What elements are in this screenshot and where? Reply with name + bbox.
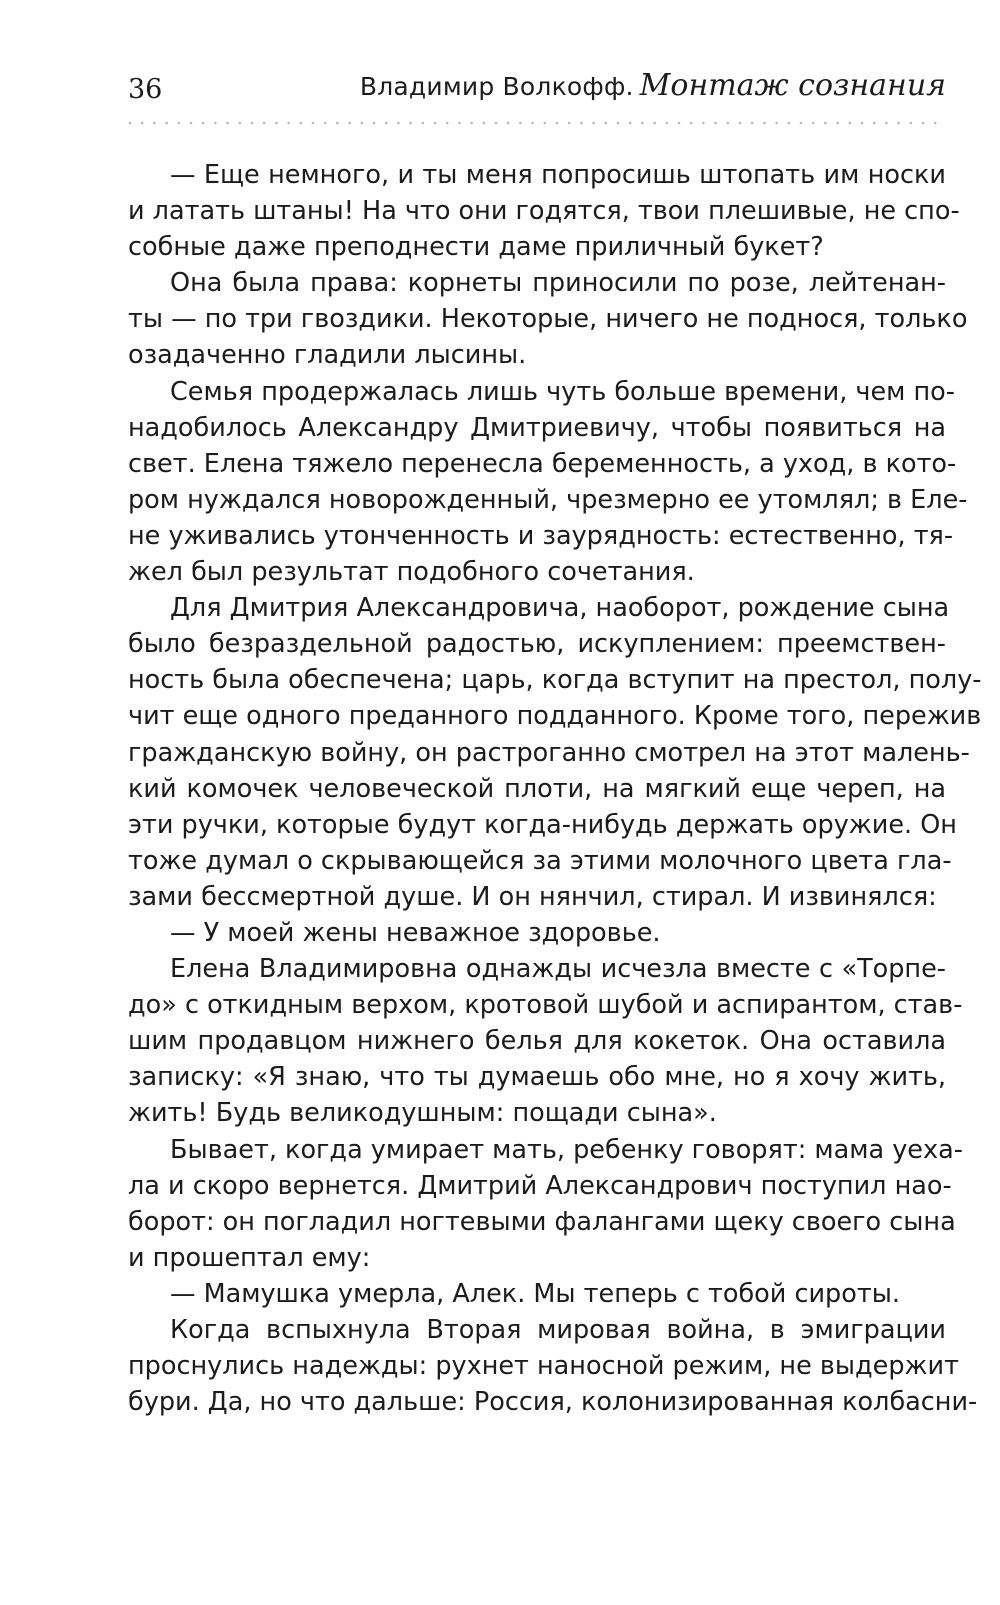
rule-dot [336,122,339,125]
text-line: не уживались утонченность и заурядность: естественно, тя- [128,520,954,551]
text-line: эти ручки, которые будут когда-нибудь держать оружие. Он [128,809,957,840]
rule-dot [153,122,156,125]
text-line: озадаченно гладили лысины. [128,340,527,371]
rule-dot [263,122,266,125]
rule-dot [324,122,327,125]
paragraph [128,951,963,1131]
rule-dot [836,122,839,125]
text-line: Семья продержалась лишь чуть больше времени, чем по- [170,376,955,407]
rule-dot [446,122,449,125]
rule-dot [897,122,900,125]
rule-dot [202,122,205,125]
paragraph [128,1132,963,1276]
rule-dot [483,122,486,125]
text-line: собные даже преподнести даме приличный букет? [128,232,824,263]
rule-dot [129,122,132,125]
rule-dot [531,122,534,125]
rule-dot [641,122,644,125]
text-line: и прошептал ему: [128,1242,371,1273]
rule-dot [751,122,754,125]
rule-dot [775,122,778,125]
text-line: до» с откидным верхом, кротовой шубой и аспирантом, став- [128,990,963,1021]
paragraph [128,265,968,373]
rule-dot [544,122,547,125]
rule-dot [727,122,730,125]
rule-dot [934,122,937,125]
author-name: Владимир Волкофф. [359,72,634,101]
rule-dot [239,122,242,125]
text-line: — Мамушка умерла, Алек. Мы теперь с тобой сироты. [170,1278,900,1309]
rule-dot [470,122,473,125]
rule-dot [849,122,852,125]
text-line: — У моей жены неважное здоровье. [170,917,661,948]
rule-dot [812,122,815,125]
rule-dot [312,122,315,125]
text-line: свет. Елена тяжело перенесла беременность, а уход, в кото- [128,448,957,479]
rule-dot [910,122,913,125]
rule-dot [653,122,656,125]
text-line: ла и скоро вернется. Дмитрий Александрович поступил нао- [128,1170,952,1201]
rule-dot [409,122,412,125]
rule-dot [714,122,717,125]
rule-dot [702,122,705,125]
text-line: чит еще одного преданного подданного. Кроме того, пережив [128,701,982,732]
rule-dot [861,122,864,125]
text-line: надобилось Александру Дмитриевичу, чтобы появиться на [128,412,946,443]
rule-dot [556,122,559,125]
text-line: проснулись надежды: рухнет наносной режим, не выдержит [128,1351,959,1382]
text-line: борот: он погладил ногтевыми фалангами щеку своего сына [128,1206,956,1237]
rule-dot [397,122,400,125]
rule-dot [824,122,827,125]
rule-dot [568,122,571,125]
rule-dot [507,122,510,125]
running-header [128,66,946,116]
paragraph [128,1312,978,1420]
text-line: Для Дмитрия Александровича, наоборот, рождение сына [170,593,950,624]
rule-dot [788,122,791,125]
paragraph [128,915,946,951]
text-line: бури. Да, но что дальше: Россия, колонизированная колбасни- [128,1387,978,1418]
text-line: тоже думал о скрывающейся за этими молочного цвета гла- [128,845,952,876]
paragraph [128,1276,946,1312]
rule-dot [605,122,608,125]
rule-dot [141,122,144,125]
text-line: записку: «Я знаю, что ты думаешь обо мне, но я хочу жить, [128,1062,946,1093]
rule-dot [190,122,193,125]
rule-dot [495,122,498,125]
text-line: жить! Будь великодушным: пощади сына». [128,1098,717,1129]
text-line: и латать штаны! На что они годятся, твои плешивые, не спо- [128,196,960,227]
text-line: Когда вспыхнула Вторая мировая война, в эмиграции [170,1315,946,1345]
text-line: — Еще немного, и ты меня попросишь штопать им носки [170,160,946,190]
rule-dot [275,122,278,125]
text-line: ность была обеспечена; царь, когда вступит на престол, полу- [128,665,982,696]
paragraph [128,157,960,265]
text-line: Бывает, когда умирает мать, ребенку говорят: мама уеха- [170,1134,963,1165]
running-head [360,68,946,103]
text-line: было безраздельной радостью, искуплением: преемствен- [128,629,946,660]
rule-dot [580,122,583,125]
rule-dot [373,122,376,125]
rule-dot [800,122,803,125]
rule-dot [519,122,522,125]
rule-dot [678,122,681,125]
rule-dot [385,122,388,125]
dotted-rule [128,118,946,128]
text-line: Елена Владимировна однажды исчезла вместе с «Торпе- [170,954,946,985]
rule-dot [458,122,461,125]
text-line: шим продавцом нижнего белья для кокеток. Она оставила [128,1026,946,1057]
text-line: жел был результат подобного сочетания. [128,557,695,588]
rule-dot [739,122,742,125]
paragraph [128,590,982,915]
book-title: Монтаж сознания [639,68,946,103]
rule-dot [300,122,303,125]
rule-dot [422,122,425,125]
rule-dot [617,122,620,125]
rule-dot [251,122,254,125]
rule-dot [361,122,364,125]
rule-dot [873,122,876,125]
rule-dot [629,122,632,125]
rule-dot [287,122,290,125]
text-line: гражданскую войну, он растроганно смотрел на этот малень- [128,737,970,768]
text-line: зами бессмертной душе. И он нянчил, стирал. И извинялся: [128,881,937,912]
rule-dot [165,122,168,125]
rule-dot [666,122,669,125]
text-line: ром нуждался новорожденный, чрезмерно ее утомлял; в Еле- [128,484,968,515]
rule-dot [178,122,181,125]
rule-dot [763,122,766,125]
rule-dot [885,122,888,125]
rule-dot [226,122,229,125]
rule-dot [434,122,437,125]
body-text [128,157,982,1420]
rule-dot [348,122,351,125]
text-line: ты — по три гвоздики. Некоторые, ничего не поднося, только [128,304,968,335]
rule-dot [592,122,595,125]
rule-dot [690,122,693,125]
paragraph [128,374,968,591]
rule-dot [922,122,925,125]
text-line: кий комочек человеческой плоти, на мягкий еще череп, на [128,773,946,804]
page-number: 36 [128,74,163,105]
rule-dot [214,122,217,125]
text-line: Она была права: корнеты приносили по розе, лейтенан- [170,268,946,299]
